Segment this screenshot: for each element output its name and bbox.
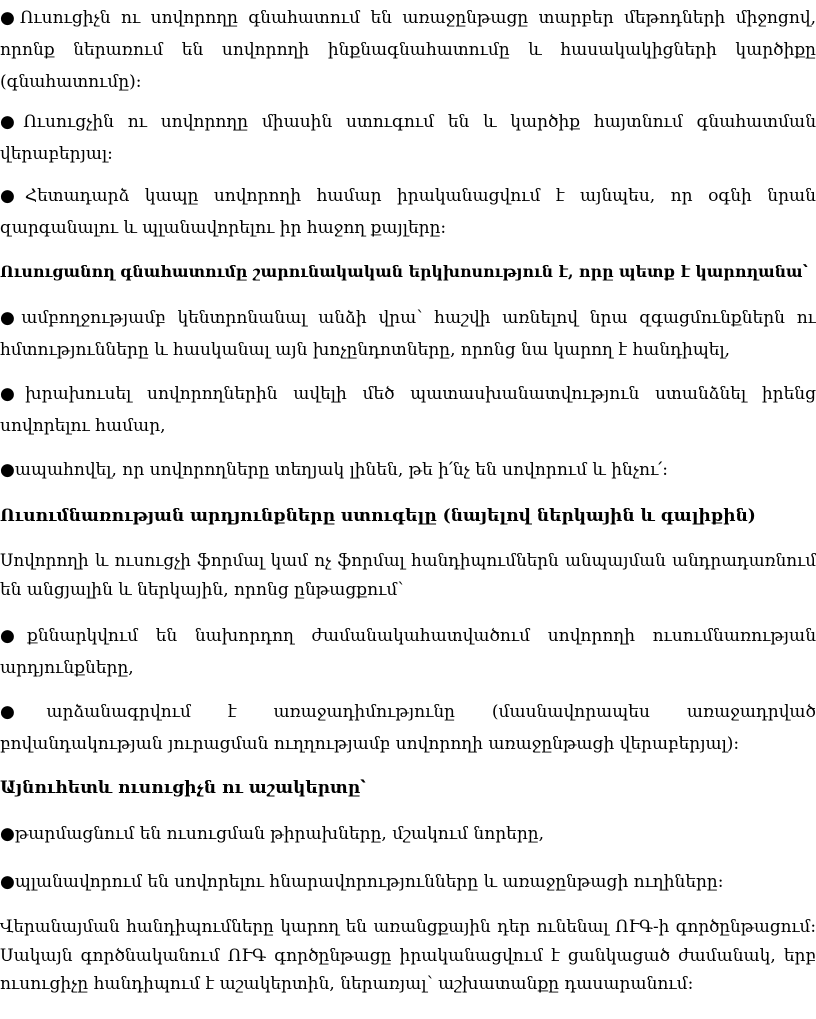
bullet-8-line-1: ●արձանագրվում է առաջադիմությունը (մասնավորապես առաջադրված	[0, 702, 816, 722]
bullet-3-line-1: ●Հետադարձ կապը սովորողի համար իրականացվում է այնպես, որ օգնի նրան	[0, 186, 816, 206]
paragraph-2-line-3: ուսուցիչը հանդիպում է աշակերտին, ներառյալ՝ աշխատանքը դասարանում:	[0, 974, 694, 994]
bullet-1-line-2: որոնք ներառում են սովորողի ինքնագնահատումը և հասակակիցների կարծիքը	[0, 40, 816, 60]
paragraph-1-line-2: են անցյալին և ներկային, որոնց ընթացքում՝	[0, 580, 404, 600]
bullet-10-line-1: ●պլանավորում են սովորելու հնարավորությունները և առաջընթացի ուղիները:	[0, 872, 724, 892]
bullet-8-line-2: բովանդակության յուրացման ուղղությամբ սովորողի առաջընթացի վերաբերյալ):	[0, 734, 740, 754]
bullet-7-line-1: ●քննարկվում են նախորդող ժամանակահատվածում սովորողի ուսումնառության	[0, 626, 816, 646]
bullet-9-line-1: ●թարմացնում են ուսուցման թիրախները, մշակում նորերը,	[0, 824, 545, 844]
bullet-6-line-1: ●ապահովել, որ սովորողները տեղյակ լինեն, թե ի՛նչ են սովորում և ինչու՛:	[0, 460, 668, 480]
bullet-4-line-1: ●ամբողջությամբ կենտրոնանալ անձի վրա՝ հաշվի առնելով նրա զգացմունքներն ու	[0, 308, 816, 328]
paragraph-2-line-1: Վերանայման հանդիպումները կարող են առանցքային դեր ունենալ ՈՒԳ-ի գործընթացում:	[0, 916, 816, 936]
bullet-2-line-2: վերաբերյալ:	[0, 144, 113, 164]
heading-learning-outcomes: Ուսումնառության արդյունքները ստուգելը (նայելով ներկային և գալիքին)	[0, 506, 756, 526]
bullet-1-line-1: ●Ուսուցիչն ու սովորողը գնահատում են առաջընթացը տարբեր մեթոդների միջոցով,	[0, 8, 816, 28]
heading-teacher-and-student: Այնուհետև ուսուցիչն ու աշակերտը՝	[0, 778, 366, 798]
paragraph-2-line-2: Սակայն գործնականում ՈՒԳ գործընթացը իրականացվում է ցանկացած ժամանակ, երբ	[0, 946, 816, 966]
bullet-3-line-2: զարգանալու և պլանավորելու իր հաջող քայլերը:	[0, 218, 447, 238]
bullet-5-line-2: սովորելու համար,	[0, 416, 166, 436]
bullet-2-line-1: ●Ուսուցչին ու սովորողը միասին ստուգում են և կարծիք հայտնում գնահատման	[0, 112, 816, 132]
bullet-7-line-2: արդյունքները,	[0, 658, 134, 678]
bullet-4-line-2: հմտությունները և հասկանալ այն խոչընդոտները, որոնց նա կարող է հանդիպել,	[0, 340, 731, 360]
bullet-5-line-1: ●խրախուսել սովորողներին ավելի մեծ պատասխանատվություն ստանձնել իրենց	[0, 384, 816, 404]
heading-formative-assessment: Ուսուցանող գնահատումը շարունակական երկխոսություն է, որը պետք է կարողանա՝	[0, 262, 808, 281]
bullet-1-line-3: (գնահատումը):	[0, 72, 142, 92]
paragraph-1-line-1: Սովորողի և ուսուցչի ֆորմալ կամ ոչ ֆորմալ հանդիպումներն անպայման անդրադառնում	[0, 550, 816, 570]
